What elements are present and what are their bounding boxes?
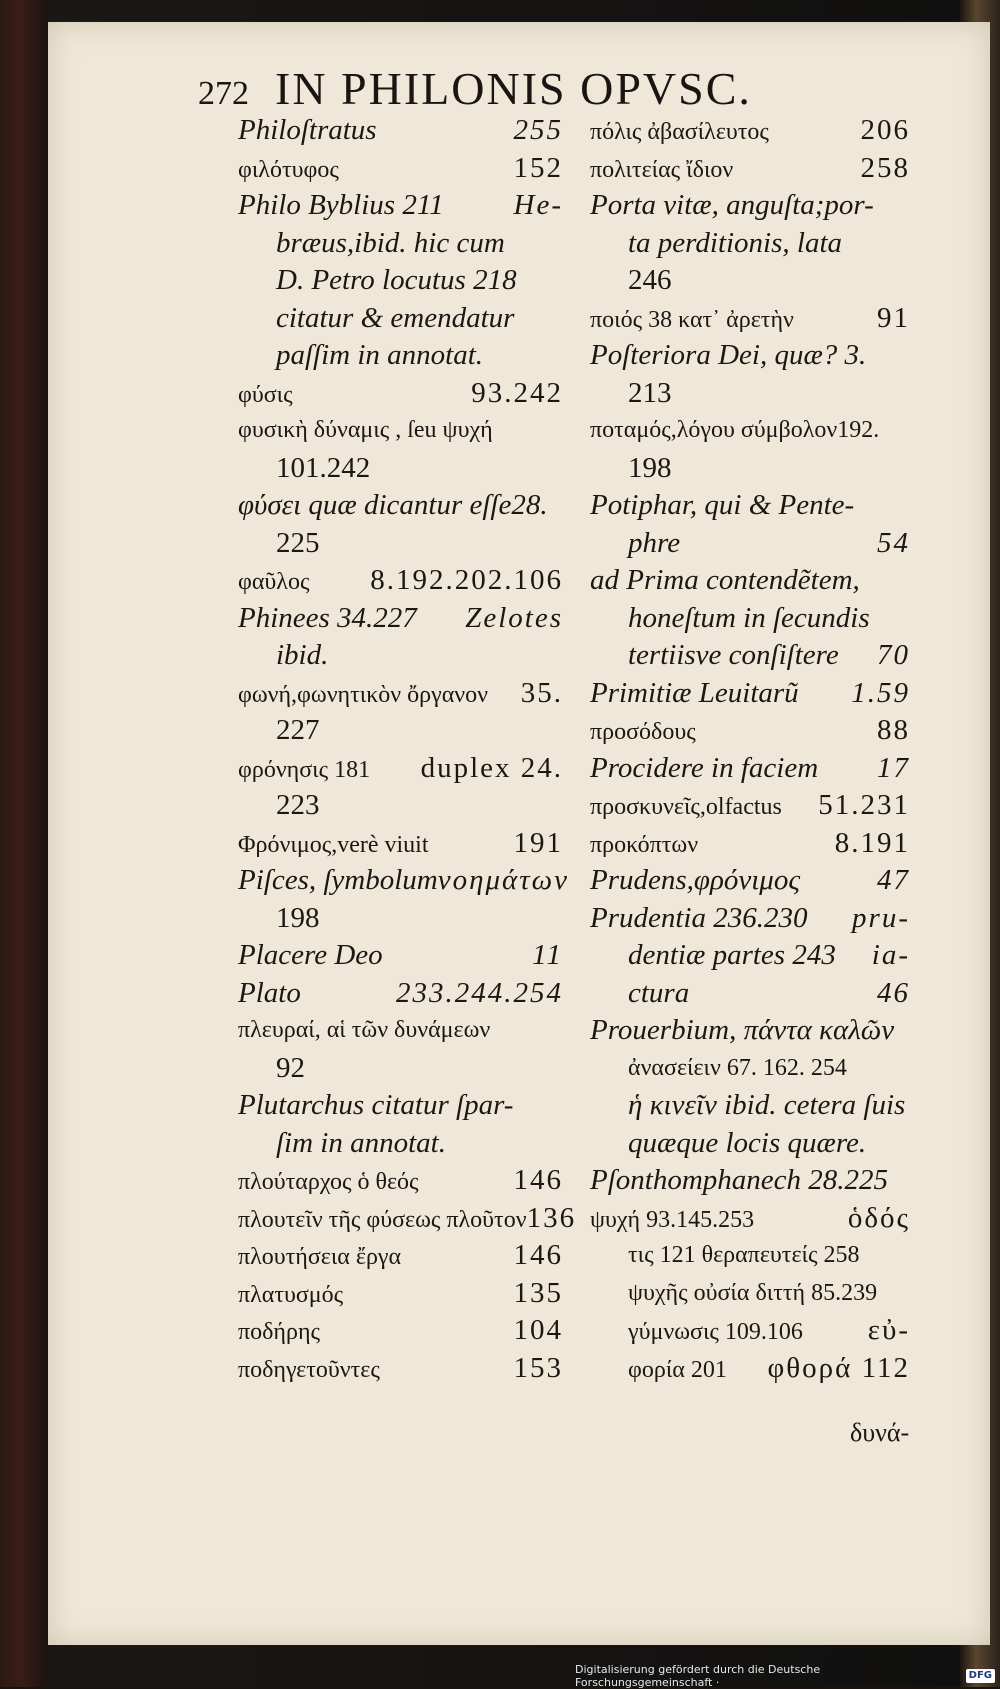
entry-reference: 146 xyxy=(513,1164,563,1196)
entry-reference: duplex 24. xyxy=(420,751,563,784)
index-entry xyxy=(238,1275,563,1313)
entry-term: phre xyxy=(628,526,681,559)
entry-term: φρόνησις 181 xyxy=(238,756,371,783)
index-entry xyxy=(238,975,563,1013)
index-entry xyxy=(238,375,563,413)
entry-term: Philo Byblius 211 xyxy=(238,189,444,221)
entry-term: dentiæ partes 243 xyxy=(628,939,836,971)
entry-term: D. Petro locutus 218 xyxy=(276,264,517,296)
index-entry xyxy=(590,1125,910,1163)
index-entry xyxy=(590,525,910,563)
entry-term: ποιός 38 κατ᾽ ἀρετὴν xyxy=(590,306,794,333)
entry-term: 246 xyxy=(628,264,672,296)
entry-term: προκόπτων xyxy=(590,831,699,858)
entry-term: πλευραί, αἱ τῶν δυνάμεων xyxy=(238,1017,491,1043)
entry-reference: 47 xyxy=(877,864,910,896)
index-entry xyxy=(590,1350,910,1388)
entry-term: πλατυσμός xyxy=(238,1281,344,1308)
entry-term: Φρόνιμος,verè viuit xyxy=(238,831,429,858)
entry-term: Placere Deo xyxy=(238,939,383,971)
entry-term: ad Prima contendẽtem, xyxy=(590,564,860,596)
catchword: δυνά- xyxy=(850,1418,910,1447)
index-entry xyxy=(590,187,910,225)
entry-reference: ia- xyxy=(871,939,910,971)
entry-term: ta perditionis, lata xyxy=(628,226,843,259)
index-entry xyxy=(238,637,563,675)
index-entry xyxy=(238,1350,563,1388)
entry-term: φύσις xyxy=(238,381,293,408)
entry-term: Prudens,φρόνιμος xyxy=(590,864,801,896)
index-entry xyxy=(590,375,910,413)
entry-term: 92 xyxy=(276,1051,305,1084)
entry-term: bræus,ibid. hic cum xyxy=(276,226,505,259)
entry-term: φύσει quæ dicantur eſſe28. xyxy=(238,489,548,521)
index-entry xyxy=(238,150,563,188)
entry-reference: ὁδός xyxy=(847,1201,910,1234)
entry-term: 198 xyxy=(276,901,320,934)
entry-term: φαῦλος xyxy=(238,569,310,595)
entry-term: Prudentia 236.230 xyxy=(590,901,808,934)
page-title: IN PHILONIS OPVSC. xyxy=(275,63,752,114)
entry-reference: 233.244.254 xyxy=(396,976,563,1009)
entry-reference: 8.191 xyxy=(834,826,910,859)
entry-reference: 258 xyxy=(860,151,910,184)
entry-term: φιλότυφος xyxy=(238,156,339,183)
index-entry xyxy=(238,1125,563,1163)
index-entry xyxy=(590,1050,910,1088)
index-entry xyxy=(590,1012,910,1050)
index-entry xyxy=(238,1312,563,1350)
entry-term: φυσικὴ δύναμις , ſeu ψυχή xyxy=(238,417,493,443)
index-entry xyxy=(590,975,910,1013)
entry-term: Procidere in faciem xyxy=(590,751,819,784)
index-entry xyxy=(590,412,910,450)
index-entry xyxy=(590,750,910,788)
running-header xyxy=(198,62,848,115)
entry-reference: 104 xyxy=(513,1314,563,1346)
entry-term: πλουτήσεια ἔργα xyxy=(238,1244,402,1270)
entry-reference: 191 xyxy=(513,826,563,859)
index-entry xyxy=(238,825,563,863)
entry-reference: 255 xyxy=(513,114,563,146)
index-entry xyxy=(590,450,910,488)
index-entry xyxy=(590,337,910,375)
entry-reference: εὐ- xyxy=(867,1314,910,1346)
index-entry xyxy=(590,637,910,675)
entry-reference: 88 xyxy=(877,714,910,746)
entry-reference: 70 xyxy=(877,639,910,671)
entry-term: tertiisve conſiſtere xyxy=(628,639,839,671)
index-entry xyxy=(238,600,563,638)
entry-reference: 17 xyxy=(877,751,910,784)
entry-term: quæque locis quære. xyxy=(628,1126,867,1159)
index-entry xyxy=(238,450,563,488)
index-column-left xyxy=(238,112,577,1387)
index-entry xyxy=(238,862,569,900)
index-entry xyxy=(238,900,563,938)
index-entry xyxy=(590,1087,910,1125)
index-entry xyxy=(238,487,563,525)
entry-term: πλούταρχος ὁ θεός xyxy=(238,1169,419,1195)
entry-term: πόλις ἀβασίλευτος xyxy=(590,119,769,145)
entry-term: 198 xyxy=(628,451,672,484)
entry-term: Prouerbium, πάντα καλῶν xyxy=(590,1014,895,1046)
dfg-logo: DFG xyxy=(966,1669,995,1683)
index-entry xyxy=(590,1237,910,1275)
index-entry xyxy=(590,675,910,713)
footer-credit xyxy=(575,1663,995,1689)
index-entry xyxy=(590,862,910,900)
entry-term: Poſteriora Dei, quæ? 3. xyxy=(590,339,867,371)
entry-term: προσόδους xyxy=(590,719,696,745)
entry-reference: 11 xyxy=(532,939,563,971)
entry-term: Potiphar, qui & Pente- xyxy=(590,489,855,521)
index-entry xyxy=(238,787,563,825)
index-entry xyxy=(238,225,563,263)
index-entry xyxy=(238,1087,563,1125)
index-entry xyxy=(238,187,563,225)
entry-term: Pſonthomphanech 28.225 xyxy=(590,1164,889,1196)
index-entry xyxy=(590,900,910,938)
entry-term: 227 xyxy=(276,714,320,746)
entry-term: φορία 201 xyxy=(628,1356,727,1383)
entry-reference: 51.231 xyxy=(818,789,910,821)
index-entry xyxy=(238,562,563,600)
entry-reference: νοημάτων xyxy=(437,864,569,896)
index-entry xyxy=(590,262,910,300)
index-entry xyxy=(238,412,563,450)
index-entry xyxy=(238,337,563,375)
index-entry xyxy=(238,525,563,563)
index-entry xyxy=(590,787,910,825)
entry-reference: 46 xyxy=(877,976,910,1009)
entry-term: Piſces, ſymbolum xyxy=(238,864,438,896)
entry-reference: 206 xyxy=(860,114,910,146)
entry-term: ποταμός,λόγου σύμβολον192. xyxy=(590,417,880,443)
entry-reference: 135 xyxy=(513,1276,563,1309)
index-entry xyxy=(238,1162,563,1200)
entry-term: προσκυνεῖς,olfactus xyxy=(590,794,782,820)
entry-term: Philoſtratus xyxy=(238,114,377,146)
entry-term: ποδήρης xyxy=(238,1319,321,1345)
entry-term: πλουτεῖν τῆς φύσεως πλοῦτον xyxy=(238,1206,527,1233)
entry-term: 225 xyxy=(276,526,320,559)
index-entry xyxy=(590,1200,910,1238)
entry-term: citatur & emendatur xyxy=(276,301,515,334)
entry-term: ἀνασείειν 67. 162. 254 xyxy=(628,1054,847,1081)
entry-reference: He- xyxy=(513,189,563,221)
entry-reference: 8.192.202.106 xyxy=(370,564,563,596)
entry-term: ibid. xyxy=(276,639,329,671)
footer-text: Digitalisierung gefördert durch die Deutsche Forschungsgemeinschaft · xyxy=(575,1663,821,1689)
entry-reference: φθορά 112 xyxy=(767,1351,910,1384)
entry-reference: 93.242 xyxy=(471,376,563,409)
index-entry xyxy=(590,825,910,863)
index-entry xyxy=(590,1312,910,1350)
index-entry xyxy=(590,150,910,188)
index-entry xyxy=(590,300,910,338)
entry-reference: Zelotes xyxy=(465,601,563,634)
index-entry xyxy=(590,937,910,975)
index-entry xyxy=(238,750,563,788)
index-entry xyxy=(238,675,563,713)
index-entry xyxy=(238,1012,563,1050)
entry-term: φωνή,φωνητικὸν ὄργανον xyxy=(238,681,489,708)
entry-term: ψυχή 93.145.253 xyxy=(590,1206,755,1233)
entry-reference: 152 xyxy=(513,151,563,184)
index-entry xyxy=(238,1237,563,1275)
entry-term: τις 121 θεραπευτείς 258 xyxy=(628,1242,860,1268)
index-entry xyxy=(238,1200,577,1238)
entry-term: Plutarchus citatur ſpar- xyxy=(238,1089,514,1121)
index-entry xyxy=(590,225,910,263)
index-entry xyxy=(238,262,563,300)
index-entry xyxy=(590,487,910,525)
entry-term: πολιτείας ἴδιον xyxy=(590,156,734,183)
index-column-right xyxy=(590,112,910,1387)
entry-term: ἡ κινεῖν ibid. cetera ſuis xyxy=(628,1089,906,1121)
entry-reference: pru- xyxy=(852,901,910,934)
index-entry xyxy=(590,1275,910,1313)
index-entry xyxy=(238,937,563,975)
index-entry xyxy=(590,112,910,150)
index-entry xyxy=(590,562,910,600)
index-entry xyxy=(590,600,910,638)
entry-term: γύμνωσις 109.106 xyxy=(628,1319,803,1345)
entry-reference: 35. xyxy=(520,676,563,709)
entry-reference: 91 xyxy=(877,301,910,334)
entry-reference: 153 xyxy=(513,1351,563,1384)
entry-term: honeſtum in ſecundis xyxy=(628,601,870,634)
entry-term: Phinees 34.227 xyxy=(238,601,417,634)
entry-term: 213 xyxy=(628,376,672,409)
entry-reference: 1.59 xyxy=(851,676,910,709)
entry-term: Primitiæ Leuitarũ xyxy=(590,676,799,709)
entry-term: Plato xyxy=(238,976,301,1009)
index-entry xyxy=(238,300,563,338)
entry-reference: 146 xyxy=(513,1239,563,1271)
entry-reference: 54 xyxy=(877,526,910,559)
index-entry xyxy=(238,712,563,750)
entry-term: ποδηγετοῦντες xyxy=(238,1356,380,1383)
entry-term: ſim in annotat. xyxy=(276,1126,446,1159)
entry-term: paſſim in annotat. xyxy=(276,339,484,371)
entry-term: 101.242 xyxy=(276,451,371,484)
page-number: 272 xyxy=(198,75,249,112)
index-entry xyxy=(238,112,563,150)
entry-term: ψυχῆς οὐσία διττή 85.239 xyxy=(628,1279,878,1306)
entry-reference: 136 xyxy=(526,1201,577,1234)
index-entry xyxy=(238,1050,563,1088)
index-entry xyxy=(590,1162,910,1200)
entry-term: Porta vitæ, anguſta;por- xyxy=(590,189,874,221)
entry-term: 223 xyxy=(276,789,320,821)
entry-term: ctura xyxy=(628,976,690,1009)
index-entry xyxy=(590,712,910,750)
